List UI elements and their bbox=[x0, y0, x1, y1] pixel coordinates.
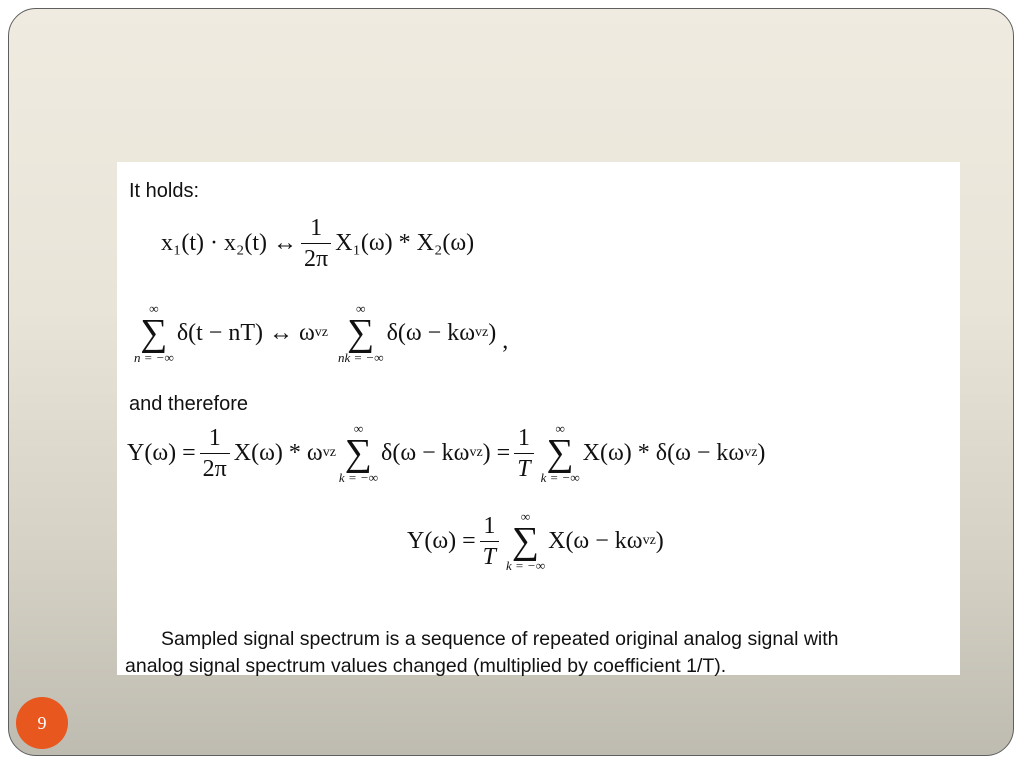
eq1-lhs: x₁(t) · x₂(t) ↔ bbox=[161, 230, 298, 256]
eq3-part2-close: ) = bbox=[482, 439, 511, 466]
eq3-sum2-upper: ∞ bbox=[555, 421, 565, 436]
eq4-lhs: Y(ω) = bbox=[407, 527, 476, 554]
sigma-icon: ∑ bbox=[512, 520, 540, 562]
eq4-frac-num: 1 bbox=[483, 512, 496, 539]
eq3-part1: X(ω) * ω bbox=[233, 439, 323, 466]
eq4-sum-lower: k = −∞ bbox=[506, 558, 546, 574]
eq3-part2-sub: vz bbox=[469, 445, 483, 461]
eq3-sum2-lower: k = −∞ bbox=[540, 470, 580, 486]
equation-convolution bbox=[161, 216, 474, 271]
eq2-lhs: δ(t − nT) ↔ ω bbox=[176, 319, 315, 346]
eq3-fraction-2 bbox=[514, 426, 533, 481]
eq2-sum2 bbox=[338, 302, 384, 364]
eq2-lhs-sub: vz bbox=[314, 325, 328, 341]
eq3-frac1-den: 2π bbox=[200, 453, 230, 481]
sigma-icon: ∑ bbox=[140, 312, 168, 354]
eq3-part3: X(ω) * δ(ω − kω bbox=[582, 439, 745, 466]
content-panel bbox=[117, 162, 960, 675]
eq4-sum bbox=[506, 510, 545, 572]
eq3-fraction-1 bbox=[200, 426, 230, 481]
eq2-sum2-upper: ∞ bbox=[356, 301, 366, 316]
page-number: 9 bbox=[37, 712, 47, 733]
equation-impulse-train bbox=[131, 302, 508, 364]
eq2-close: ) bbox=[488, 319, 497, 346]
heading-text: It holds: bbox=[129, 180, 200, 202]
eq4-rhs: X(ω − kω bbox=[548, 527, 643, 554]
eq2-trailing: , bbox=[502, 327, 509, 354]
eq4-close: ) bbox=[655, 527, 664, 554]
eq3-part3-close: ) bbox=[757, 439, 766, 466]
eq1-fraction bbox=[301, 216, 331, 271]
sigma-icon: ∑ bbox=[344, 432, 373, 474]
eq1-frac-den: 2π bbox=[301, 243, 331, 271]
eq3-sum1-lower: k = −∞ bbox=[338, 470, 379, 486]
eq3-sum2 bbox=[541, 422, 580, 484]
eq3-part3-sub: vz bbox=[744, 445, 758, 461]
page-number-badge bbox=[16, 697, 68, 749]
slide bbox=[8, 8, 1014, 756]
equation-sampled-spectrum bbox=[127, 422, 765, 484]
equation-result bbox=[407, 510, 664, 572]
connector-text: and therefore bbox=[129, 393, 248, 415]
conclusion-line-1: Sampled signal spectrum is a sequence of repeated original analog signal with bbox=[161, 628, 839, 650]
eq3-frac2-num: 1 bbox=[517, 424, 530, 451]
eq4-sum-upper: ∞ bbox=[520, 509, 531, 524]
eq2-sum1 bbox=[134, 302, 174, 364]
eq2-sum1-lower: n = −∞ bbox=[134, 350, 174, 366]
sigma-icon: ∑ bbox=[546, 432, 574, 474]
eq4-rhs-sub: vz bbox=[642, 533, 656, 549]
eq1-frac-num: 1 bbox=[310, 215, 323, 241]
conclusion-line-2: analog signal spectrum values changed (multiplied by coefficient 1/T). bbox=[125, 655, 727, 677]
eq3-frac2-den: T bbox=[514, 453, 533, 481]
eq3-sum1 bbox=[339, 422, 378, 484]
eq3-sum1-upper: ∞ bbox=[353, 421, 364, 436]
eq3-lhs: Y(ω) = bbox=[127, 439, 196, 466]
eq1-rhs: X₁(ω) * X₂(ω) bbox=[335, 230, 475, 256]
eq4-fraction bbox=[480, 514, 499, 569]
eq2-sum2-lower: nk = −∞ bbox=[337, 350, 384, 366]
eq2-rhs: δ(ω − kω bbox=[386, 319, 476, 346]
eq3-frac1-num: 1 bbox=[208, 424, 221, 451]
sigma-icon: ∑ bbox=[347, 312, 375, 354]
eq2-sum1-upper: ∞ bbox=[149, 301, 159, 316]
eq3-part1-sub: vz bbox=[322, 445, 336, 461]
eq4-frac-den: T bbox=[480, 541, 499, 569]
eq3-part2: δ(ω − kω bbox=[381, 439, 470, 466]
eq2-rhs-sub: vz bbox=[475, 325, 489, 341]
